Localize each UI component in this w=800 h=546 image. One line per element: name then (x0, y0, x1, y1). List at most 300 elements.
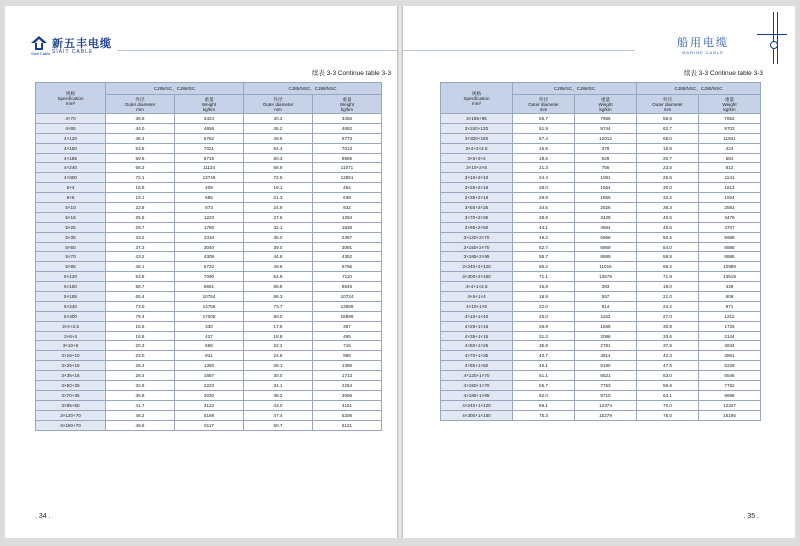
nsc-weight-cell: 15195 (699, 410, 761, 420)
sc-outer-diameter-cell: 48.4 (106, 133, 175, 143)
sc-weight-cell: 7090 (175, 272, 244, 282)
spec-cell: 3×4+2.5 (36, 321, 106, 331)
nsc-outer-diameter-cell: 54.0 (637, 242, 699, 252)
sc-weight-cell: 8685 (575, 252, 637, 262)
nsc-weight-cell: 7762 (699, 381, 761, 391)
nsc-weight-cell: 16899 (313, 311, 382, 321)
sc-outer-diameter-cell: 19.1 (106, 193, 175, 203)
sc-outer-diameter-cell: 15.6 (106, 321, 175, 331)
sc-weight-cell: 4658 (175, 123, 244, 133)
page-number: . 35 . (743, 513, 759, 520)
nsc-outer-diameter-cell: 44.8 (244, 252, 313, 262)
sc-weight-cell: 2781 (575, 341, 637, 351)
sc-outer-diameter-cell: 71.1 (513, 272, 575, 282)
nsc-weight-cell: 5756 (313, 262, 382, 272)
spec-cell: 5×95 (36, 262, 106, 272)
table-row (36, 114, 382, 124)
table-row (36, 183, 382, 193)
spec-cell: 3×6+4 (36, 331, 106, 341)
nsc-outer-diameter-cell: 43.0 (244, 400, 313, 410)
sc-weight-cell: 873 (175, 203, 244, 213)
table-row (36, 381, 382, 391)
spec-cell: 3×300+150 (441, 133, 513, 143)
spec-cell: 5×240 (36, 301, 106, 311)
sc-outer-diameter-cell: 28.0 (513, 183, 575, 193)
nsc-outer-diameter-cell: 35.0 (244, 232, 313, 242)
table-row (441, 351, 761, 361)
spec-cell: 5×50 (36, 242, 106, 252)
spec-cell: 5×16 (36, 212, 106, 222)
sc-weight-cell: 1865 (575, 193, 637, 203)
nsc-weight-cell: 4151 (313, 400, 382, 410)
sc-outer-diameter-cell: 59.5 (106, 153, 175, 163)
sc-weight-cell: 12012 (575, 133, 637, 143)
sc-weight-cell: 1223 (175, 212, 244, 222)
sc-outer-diameter-cell: 32.6 (106, 381, 175, 391)
spec-cell: 5×10 (36, 203, 106, 213)
table-row (441, 252, 761, 262)
sc-outer-diameter-cell: 55.7 (513, 114, 575, 124)
nsc-weight-cell: 5988 (699, 232, 761, 242)
table-row (36, 390, 382, 400)
nsc-outer-diameter-cell: 56.9 (637, 381, 699, 391)
nsc-weight-cell: 1838 (313, 222, 382, 232)
spec-cell: 3×70+35 (36, 390, 106, 400)
sc-outer-diameter-cell: 16.6 (513, 143, 575, 153)
nsc-outer-diameter-cell: 66.9 (244, 163, 313, 173)
sc-outer-diameter-cell: 73.0 (106, 301, 175, 311)
table-row (36, 163, 382, 173)
sc-outer-diameter-cell: 51.1 (513, 371, 575, 381)
sc-outer-diameter-cell: 44.1 (513, 222, 575, 232)
nsc-outer-diameter-cell: 30.0 (637, 183, 699, 193)
sc-weight-cell: 7021 (175, 143, 244, 153)
nsc-weight-cell: 609 (699, 292, 761, 302)
nsc-weight-cell: 9703 (699, 123, 761, 133)
sc-outer-diameter-cell: 46.2 (106, 410, 175, 420)
table-row (36, 331, 382, 341)
nsc-weight-cell: 932 (313, 203, 382, 213)
table-row (36, 282, 382, 292)
nsc-weight-cell: 8685 (699, 252, 761, 262)
table-row (36, 212, 382, 222)
nsc-outer-diameter-cell: 37.6 (637, 341, 699, 351)
sc-outer-diameter-cell: 66.3 (106, 163, 175, 173)
sc-weight-cell: 2526 (575, 203, 637, 213)
sc-weight-cell: 3424 (175, 114, 244, 124)
sc-outer-diameter-cell: 31.2 (513, 331, 575, 341)
table-row (441, 390, 761, 400)
spec-cell: 4×10+1×6 (441, 301, 513, 311)
spec-cell: 4×185 (36, 153, 106, 163)
sc-weight-cell: 585 (175, 193, 244, 203)
table-row (36, 371, 382, 381)
nsc-outer-diameter-cell: 80.0 (244, 311, 313, 321)
nsc-outer-diameter-cell: 70.0 (637, 400, 699, 410)
table-row (36, 351, 382, 361)
sc-weight-cell: 11134 (175, 163, 244, 173)
sc-outer-diameter-cell: 40.7 (513, 351, 575, 361)
sc-outer-diameter-cell: 49.6 (106, 420, 175, 430)
nsc-outer-diameter-cell: 73.7 (244, 301, 313, 311)
cable-spec-table (440, 82, 761, 421)
spec-cell: 5×185 (36, 292, 106, 302)
sc-weight-cell: 427 (175, 331, 244, 341)
sc-weight-cell: 13579 (575, 272, 637, 282)
nsc-weight-cell: 581 (699, 153, 761, 163)
nsc-outer-diameter-cell: 47.4 (244, 410, 313, 420)
nsc-weight-cell: 9696 (699, 390, 761, 400)
nsc-weight-cell: 1141 (699, 173, 761, 183)
nsc-outer-diameter-cell: 54.4 (244, 143, 313, 153)
sc-outer-diameter-cell: 62.0 (513, 390, 575, 400)
table-row (36, 321, 382, 331)
nsc-outer-diameter-cell: 59.8 (637, 252, 699, 262)
sc-weight-cell: 5189 (175, 410, 244, 420)
nsc-outer-diameter-cell: 22.2 (244, 341, 313, 351)
table-row (36, 420, 382, 430)
sc-outer-diameter-cell: 65.2 (513, 262, 575, 272)
spec-cell: 3×95+2×50 (441, 222, 513, 232)
nsc-weight-cell: 3479 (699, 212, 761, 222)
spec-cell: 3×95+50 (36, 400, 106, 410)
sc-outer-diameter-cell: 29.7 (106, 222, 175, 232)
sc-weight-cell: 814 (575, 301, 637, 311)
group-header-nsc: CJ85/NSC、CJ86/NSC (244, 83, 382, 95)
sc-outer-diameter-cell: 23.0 (106, 351, 175, 361)
sc-weight-cell: 12374 (575, 400, 637, 410)
nsc-outer-diameter-cell: 66.2 (637, 262, 699, 272)
nsc-weight-cell: 1713 (313, 371, 382, 381)
nsc-weight-cell: 8685 (313, 153, 382, 163)
nsc-weight-cell: 4352 (313, 252, 382, 262)
nsc-weight-cell: 439 (699, 282, 761, 292)
sc-weight-cell: 1152 (575, 311, 637, 321)
sc-weight-cell: 8716 (175, 153, 244, 163)
spec-cell: 3×120+2×70 (441, 232, 513, 242)
nsc-weight-cell: 12327 (699, 400, 761, 410)
sc-outer-diameter-cell: 38.8 (513, 212, 575, 222)
sc-outer-diameter-cell: 22.8 (106, 203, 175, 213)
sc-outer-diameter-cell: 38.9 (106, 114, 175, 124)
sc-weight-cell: 13758 (175, 301, 244, 311)
spec-cell: 3×185+2×95 (441, 252, 513, 262)
spec-cell: 5×35 (36, 232, 106, 242)
sc-weight-cell: 11016 (575, 262, 637, 272)
nsc-outer-diameter-cell: 40.5 (637, 212, 699, 222)
weight-header: 重量 Weight kg/km (575, 95, 637, 114)
section-title-cn: 船用电缆 (677, 37, 729, 49)
nsc-outer-diameter-cell: 33.6 (637, 331, 699, 341)
nsc-outer-diameter-cell: 40.2 (244, 114, 313, 124)
table-row (36, 272, 382, 282)
nsc-weight-cell: 5228 (699, 361, 761, 371)
od-header: 外径 Outer diameter mm (106, 95, 175, 114)
nsc-outer-diameter-cell: 30.8 (637, 321, 699, 331)
sc-outer-diameter-cell: 79.4 (106, 311, 175, 321)
nsc-weight-cell: 715 (313, 341, 382, 351)
spec-cell: 3×6+2×4 (441, 153, 513, 163)
sc-outer-diameter-cell: 25.0 (513, 311, 575, 321)
nsc-weight-cell: 989 (313, 351, 382, 361)
nsc-outer-diameter-cell: 27.6 (244, 212, 313, 222)
table-row (441, 123, 761, 133)
table-row (441, 183, 761, 193)
nsc-weight-cell: 3861 (699, 351, 761, 361)
nsc-weight-cell: 1613 (699, 183, 761, 193)
corner-ornament (773, 12, 774, 64)
nsc-weight-cell: 1284 (313, 212, 382, 222)
spec-cell: 3×4+2×2.5 (441, 143, 513, 153)
nsc-outer-diameter-cell: 66.3 (244, 292, 313, 302)
nsc-weight-cell: 6888 (699, 242, 761, 252)
table-row (441, 232, 761, 242)
nsc-outer-diameter-cell: 26.5 (637, 173, 699, 183)
table-caption: 续表 3-3 Continue table 3-3 (683, 70, 763, 77)
table-row (36, 193, 382, 203)
spec-cell: 3×35+16 (36, 371, 106, 381)
sc-weight-cell: 7666 (575, 114, 637, 124)
table-row (36, 301, 382, 311)
nsc-outer-diameter-cell: 18.8 (244, 331, 313, 341)
nsc-outer-diameter-cell: 53.0 (637, 371, 699, 381)
spec-cell: 3×10+2×6 (441, 163, 513, 173)
sc-weight-cell: 5762 (175, 133, 244, 143)
table-row (36, 232, 382, 242)
nsc-weight-cell: 10724 (313, 292, 382, 302)
nsc-weight-cell: 5206 (313, 410, 382, 420)
nsc-outer-diameter-cell: 32.2 (637, 193, 699, 203)
sc-outer-diameter-cell: 69.1 (513, 400, 575, 410)
nsc-outer-diameter-cell: 50.7 (244, 420, 313, 430)
table-row (441, 203, 761, 213)
sc-outer-diameter-cell: 28.9 (513, 321, 575, 331)
spec-cell: 3×120+70 (36, 410, 106, 420)
spec-cell: 3×25+2×16 (441, 183, 513, 193)
nsc-outer-diameter-cell: 45.2 (244, 123, 313, 133)
sc-outer-diameter-cell: 33.2 (106, 232, 175, 242)
sc-outer-diameter-cell: 35.9 (513, 341, 575, 351)
sc-outer-diameter-cell: 46.1 (513, 361, 575, 371)
nsc-weight-cell: 7110 (313, 272, 382, 282)
table-body (441, 114, 761, 421)
sc-outer-diameter-cell: 26.4 (106, 361, 175, 371)
table-row (36, 173, 382, 183)
sc-outer-diameter-cell: 44.0 (106, 123, 175, 133)
sc-weight-cell: 4308 (175, 252, 244, 262)
spec-cell: 3×10+6 (36, 341, 106, 351)
nsc-weight-cell: 10988 (699, 262, 761, 272)
spec-cell: 4×185+1×95 (441, 390, 513, 400)
sc-weight-cell: 1554 (575, 183, 637, 193)
spec-cell: 3×150+2×70 (441, 242, 513, 252)
nsc-weight-cell: 812 (699, 163, 761, 173)
sc-weight-cell: 5190 (575, 361, 637, 371)
nsc-weight-cell: 1924 (699, 193, 761, 203)
spec-cell: 4×240+1×120 (441, 400, 513, 410)
spec-cell: 4×70+1×35 (441, 351, 513, 361)
sc-outer-diameter-cell: 37.3 (106, 242, 175, 252)
spec-cell: 3×35+2×16 (441, 193, 513, 203)
sc-weight-cell: 8651 (175, 282, 244, 292)
spec-cell: 3×50+2×25 (441, 203, 513, 213)
spec-cell: 3×185+95 (441, 114, 513, 124)
sc-outer-diameter-cell: 36.8 (106, 390, 175, 400)
header-rule (403, 50, 635, 51)
brand-name-en: SIAIT CABLE (52, 49, 94, 55)
table-row (36, 153, 382, 163)
spec-cell: 3×16+10 (36, 351, 106, 361)
table-row (441, 262, 761, 272)
table-row (441, 143, 761, 153)
nsc-weight-cell: 465 (313, 331, 382, 341)
spec-cell: 4×120+1×70 (441, 371, 513, 381)
section-title (643, 34, 763, 55)
sc-outer-diameter-cell: 16.9 (106, 183, 175, 193)
spec-cell: 5×4 (36, 183, 106, 193)
nsc-outer-diameter-cell: 49.6 (244, 262, 313, 272)
sc-outer-diameter-cell: 16.8 (106, 331, 175, 341)
spec-cell: 3×240+120 (441, 123, 513, 133)
table-row (36, 143, 382, 153)
sc-weight-cell: 755 (575, 163, 637, 173)
sc-outer-diameter-cell: 58.7 (513, 252, 575, 262)
table-row (36, 292, 382, 302)
nsc-weight-cell: 2367 (313, 232, 382, 242)
brand-name-cn: 新五丰电缆 (52, 38, 112, 50)
group-header-nsc: CJ85/NSC、CJ86/NSC (637, 83, 761, 95)
spec-cell: 4×120 (36, 133, 106, 143)
table-row (441, 381, 761, 391)
weight-header: 重量 Weight kg/km (313, 95, 382, 114)
nsc-weight-cell: 367 (313, 321, 382, 331)
nsc-weight-cell: 3066 (313, 390, 382, 400)
sc-weight-cell: 13748 (175, 173, 244, 183)
table-row (441, 341, 761, 351)
header-rule (117, 50, 397, 51)
sc-weight-cell: 2086 (575, 331, 637, 341)
sc-outer-diameter-cell: 25.5 (106, 212, 175, 222)
table-row (441, 410, 761, 420)
spec-cell: 5×120 (36, 272, 106, 282)
table-row (441, 282, 761, 292)
nsc-weight-cell: 3456 (313, 114, 382, 124)
nsc-outer-diameter-cell: 30.0 (244, 371, 313, 381)
sc-outer-diameter-cell: 52.7 (513, 242, 575, 252)
nsc-weight-cell: 13689 (313, 301, 382, 311)
table-row (441, 272, 761, 282)
sc-weight-cell: 557 (575, 292, 637, 302)
nsc-weight-cell: 1725 (699, 321, 761, 331)
nsc-outer-diameter-cell: 45.6 (637, 222, 699, 232)
spec-cell: 4×35+1×16 (441, 331, 513, 341)
sc-weight-cell: 2310 (175, 232, 244, 242)
nsc-weight-cell: 2144 (699, 331, 761, 341)
od-header: 外径 Outer diameter mm (637, 95, 699, 114)
sc-outer-diameter-cell: 28.4 (106, 371, 175, 381)
table-row (441, 222, 761, 232)
sc-outer-diameter-cell: 43.2 (106, 252, 175, 262)
table-row (441, 301, 761, 311)
spec-cell: 5×300 (36, 311, 106, 321)
nsc-weight-cell: 6546 (699, 371, 761, 381)
nsc-weight-cell: 638 (313, 193, 382, 203)
sc-weight-cell: 1666 (575, 321, 637, 331)
table-row (36, 400, 382, 410)
nsc-outer-diameter-cell: 19.1 (244, 183, 313, 193)
sc-outer-diameter-cell: 67.4 (513, 133, 575, 143)
sc-outer-diameter-cell: 41.7 (106, 400, 175, 410)
sc-weight-cell: 2223 (175, 381, 244, 391)
sc-outer-diameter-cell: 49.2 (513, 232, 575, 242)
spec-cell: 3×16+2×10 (441, 173, 513, 183)
sc-outer-diameter-cell: 58.7 (106, 282, 175, 292)
nsc-outer-diameter-cell: 21.0 (637, 292, 699, 302)
corner-ornament (757, 34, 787, 35)
sc-weight-cell: 9744 (575, 123, 637, 133)
sc-weight-cell: 6521 (575, 371, 637, 381)
spec-cell: 3×240+2×120 (441, 262, 513, 272)
spec-header: 规格 Specification mm² (36, 83, 106, 114)
table-row (441, 311, 761, 321)
spec-cell: 3×300+2×150 (441, 272, 513, 282)
nsc-outer-diameter-cell: 24.2 (637, 301, 699, 311)
logo-icon (31, 36, 47, 50)
nsc-outer-diameter-cell: 23.5 (637, 163, 699, 173)
nsc-weight-cell: 6121 (313, 420, 382, 430)
sc-weight-cell: 941 (175, 351, 244, 361)
nsc-outer-diameter-cell: 28.1 (244, 361, 313, 371)
sc-weight-cell: 6117 (175, 420, 244, 430)
sc-weight-cell: 9710 (575, 390, 637, 400)
table-row (441, 173, 761, 183)
nsc-outer-diameter-cell: 36.3 (637, 203, 699, 213)
table-row (36, 361, 382, 371)
spec-header: 规格 Specification mm² (441, 83, 513, 114)
nsc-outer-diameter-cell: 39.0 (244, 242, 313, 252)
table-row (36, 123, 382, 133)
nsc-weight-cell: 3091 (313, 242, 382, 252)
nsc-outer-diameter-cell: 17.6 (244, 321, 313, 331)
nsc-weight-cell: 5773 (313, 133, 382, 143)
weight-header: 重量 Weight kg/km (699, 95, 761, 114)
nsc-outer-diameter-cell: 50.5 (637, 232, 699, 242)
table-row (36, 262, 382, 272)
table-row (36, 222, 382, 232)
spec-cell: 4×4+1×2.5 (441, 282, 513, 292)
spec-cell: 5×150 (36, 282, 106, 292)
sc-weight-cell: 15279 (575, 410, 637, 420)
nsc-outer-diameter-cell: 56.6 (637, 114, 699, 124)
sc-weight-cell: 7753 (575, 381, 637, 391)
table-row (36, 311, 382, 321)
corner-ring-icon (770, 41, 778, 49)
sc-outer-diameter-cell: 53.6 (106, 272, 175, 282)
page-number: . 34 . (35, 513, 51, 520)
spec-cell: 3×50+25 (36, 381, 106, 391)
nsc-outer-diameter-cell: 49.5 (244, 133, 313, 143)
sc-outer-diameter-cell: 21.3 (513, 163, 575, 173)
table-row (441, 321, 761, 331)
sc-outer-diameter-cell: 61.9 (513, 123, 575, 133)
sc-outer-diameter-cell: 16.8 (513, 282, 575, 292)
nsc-outer-diameter-cell: 24.9 (244, 203, 313, 213)
spec-cell: 5×70 (36, 252, 106, 262)
table-row (441, 153, 761, 163)
table-row (36, 341, 382, 351)
sc-weight-cell: 4122 (175, 400, 244, 410)
sc-weight-cell: 668 (175, 341, 244, 351)
